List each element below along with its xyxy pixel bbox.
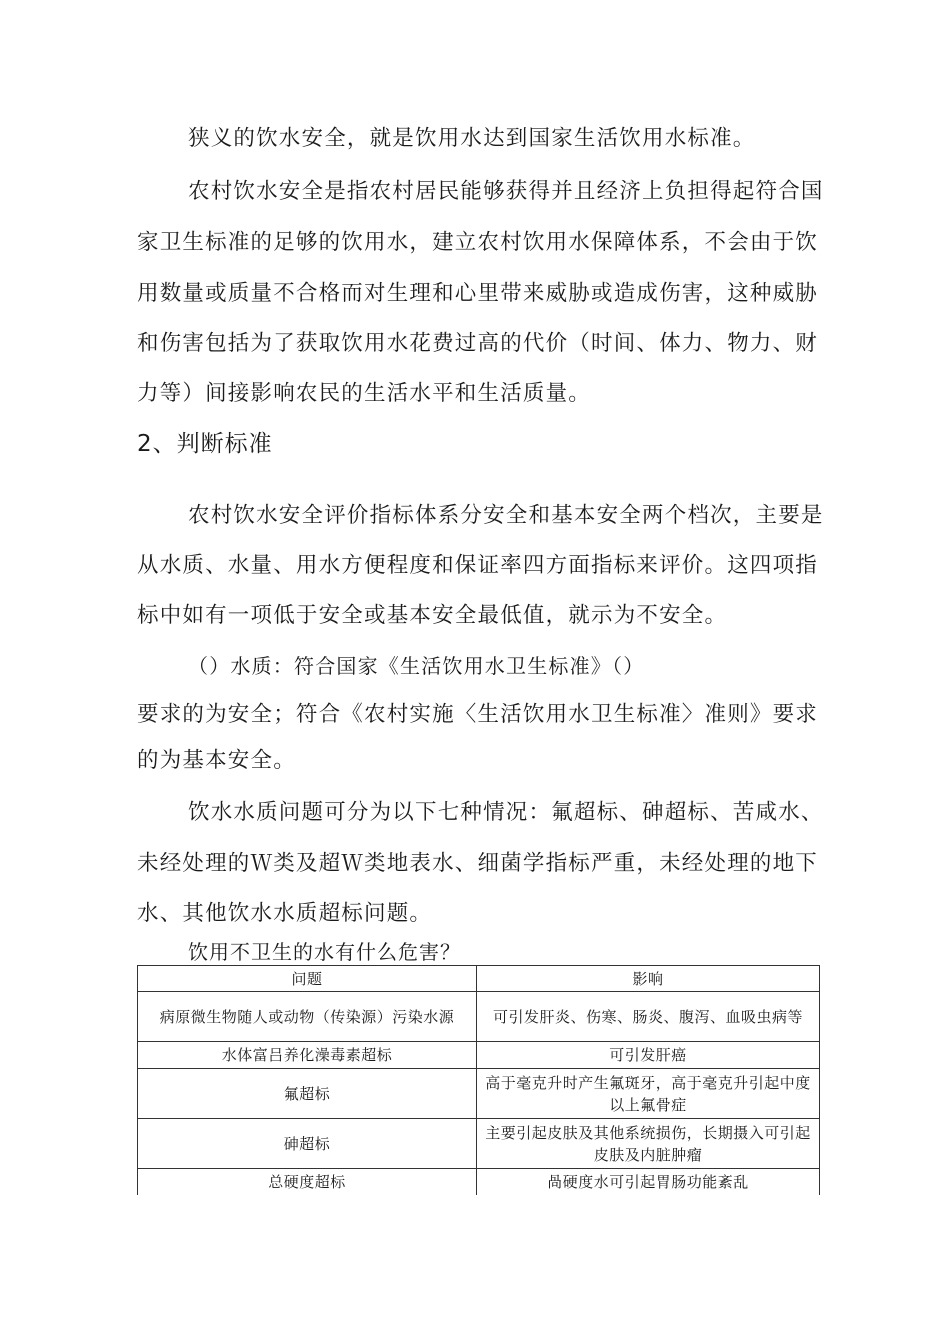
criteria-line: 从水质、水量、用水方便程度和保证率四方面指标来评价。这四项指 xyxy=(137,553,819,578)
criteria-line: 农村饮水安全评价指标体系分安全和基本安全两个档次，主要是 xyxy=(188,503,824,528)
paragraph-line: 农村饮水安全是指农村居民能够获得并且经济上负担得起符合国 xyxy=(188,179,824,204)
table-cell-problem: 病原微生物随人或动物（传染源）污染水源 xyxy=(138,992,477,1042)
column-header-problem: 问题 xyxy=(138,966,477,992)
table-row xyxy=(138,1169,820,1195)
paragraph-line: 用数量或质量不合格而对生理和心里带来威胁或造成伤害，这种威胁 xyxy=(137,281,819,306)
criteria-line: 水、其他饮水水质超标问题。 xyxy=(137,901,433,926)
table-caption: 饮用不卫生的水有什么危害？ xyxy=(188,940,461,964)
table-cell-problem: 砷超标 xyxy=(138,1119,477,1169)
table-cell-problem: 总硬度超标 xyxy=(138,1169,477,1195)
table-header-row xyxy=(138,966,820,992)
paragraph-line: 力等）间接影响农民的生活水平和生活质量。 xyxy=(137,381,592,406)
table-row xyxy=(138,1119,820,1169)
criteria-line: 标中如有一项低于安全或基本安全最低值，就示为不安全。 xyxy=(137,603,728,628)
table-row xyxy=(138,1069,820,1119)
table-cell-impact: 高于毫克升时产生氟斑牙，高于毫克升引起中度以上氟骨症 xyxy=(477,1069,820,1119)
table-cell-impact: 可引发肝癌 xyxy=(477,1042,820,1069)
section-heading: 2、判断标准 xyxy=(137,431,273,457)
table-cell-problem: 水体富吕养化澡毒素超标 xyxy=(138,1042,477,1069)
column-header-impact: 影响 xyxy=(477,966,820,992)
paragraph-line: 狭义的饮水安全，就是饮用水达到国家生活饮用水标准。 xyxy=(188,126,756,151)
table-cell-impact: 可引发肝炎、伤寒、肠炎、腹泻、血吸虫病等 xyxy=(477,992,820,1042)
table-cell-impact: 咼硬度水可引起胃肠功能紊乱 xyxy=(477,1169,820,1195)
criteria-line: 的为基本安全。 xyxy=(137,748,296,773)
table-row xyxy=(138,992,820,1042)
table-row xyxy=(138,1042,820,1069)
criteria-line: （）水质：符合国家《生活饮用水卫生标准》（） xyxy=(188,654,645,678)
table-cell-problem: 氟超标 xyxy=(138,1069,477,1119)
criteria-line: 未经处理的Ｗ类及超Ｗ类地表水、细菌学指标严重，未经处理的地下 xyxy=(137,851,819,876)
table-cell-impact: 主要引起皮肤及其他系统损伤，长期摄入可引起皮肤及内脏肿瘤 xyxy=(477,1119,820,1169)
paragraph-line: 家卫生标准的足够的饮用水，建立农村饮用水保障体系，不会由于饮 xyxy=(137,230,819,255)
criteria-line: 要求的为安全；符合《农村实施〈生活饮用水卫生标准〉准则》要求 xyxy=(137,702,819,727)
paragraph-line: 和伤害包括为了获取饮用水花费过高的代价（时间、体力、物力、财 xyxy=(137,331,819,356)
criteria-line: 饮水水质问题可分为以下七种情况：氟超标、砷超标、苦咸水、 xyxy=(188,800,824,825)
hazard-table xyxy=(137,965,820,1195)
